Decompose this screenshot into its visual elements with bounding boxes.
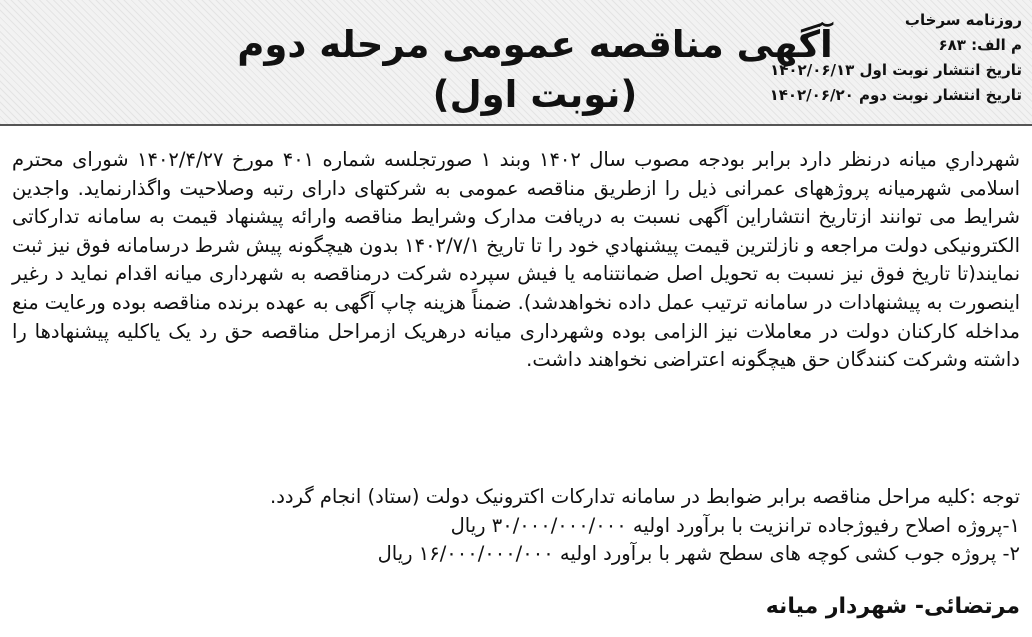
ad-notes (12, 483, 1020, 569)
signature: مرتضائی- شهردار میانه (765, 594, 1020, 619)
ad-title: آگهی مناقصه عمومی مرحله دوم (237, 23, 833, 66)
ad-header (0, 0, 1032, 126)
ad-subtitle: (نوبت اول) (432, 73, 638, 116)
first-publish-date: تاریخ انتشار نوبت اول ۱۴۰۲/۰۶/۱۳ (770, 61, 1022, 79)
note-line: توجه :کلیه مراحل مناقصه برابر ضوابط در سامانه تدارکات اکترونیک دولت (ستاد) انجام گردد. (270, 485, 1020, 508)
newspaper-name: روزنامه سرخاب (904, 11, 1022, 29)
project-item-2: ۲- پروژه جوب کشی کوچه های سطح شهر با برآورد اولیه ۱۶/۰۰۰/۰۰۰/۰۰۰ ریال (377, 542, 1020, 566)
ad-code: م الف: ۶۸۳ (938, 36, 1022, 54)
project-item-1: ۱-پروژه اصلاح رفیوژجاده ترانزیت با برآورد اولیه ۳۰/۰۰۰/۰۰۰/۰۰۰ ریال (450, 513, 1020, 537)
second-publish-date: تاریخ انتشار نوبت دوم ۱۴۰۲/۰۶/۲۰ (769, 86, 1022, 104)
ad-body-paragraph: شهرداري ميانه درنظر دارد برابر بودجه مصوب سال ۱۴۰۲ وبند ۱ صورتجلسه شماره ۴۰۱ مورخ ۱۴۰۲/۴/۲۷ شورای محترم اسلامی شهرمیانه پروژههای عمرانی ذیل را ازطریق مناقصه عمومی به شرکتهای دارای رتبه وصلاحیت واگذارنماید. واجدین شرایط می توانند ازتاریخ انتشاراین آگهی نسبت به دریافت مدارک وشرایط مناقصه وارائه پیشنهاد قیمت به سامانه تدارکاتی الکترونیکی دولت مراجعه و نازلترین قیمت پیشنهادي خود را تا تاریخ ۱۴۰۲/۷/۱ بدون هیچگونه پیش شرط درسامانه فوق نیز ثبت نمایند(تا تاریخ فوق نیز نسبت به تحویل اصل ضمانتنامه یا فیش سپرده شرکت درمناقصه به شهرداری میانه اقدام نماید د رغیر اینصورت به پیشنهادات در سامانه ترتیب عمل داده نخواهدشد). ضمناً هزینه چاپ آگهی به عهده برنده مناقصه بوده ورعایت منع مداخله کارکنان دولت در معاملات نیز الزامی بوده وشهرداری میانه درهریک ازمراحل مناقصه حق رد یک یاکلیه پیشنهادها را داشته وشرکت کنندگان حق هیچگونه اعتراضی نخواهند داشت. (12, 148, 1021, 372)
publication-info (742, 8, 1022, 108)
ad-body (12, 146, 1020, 375)
